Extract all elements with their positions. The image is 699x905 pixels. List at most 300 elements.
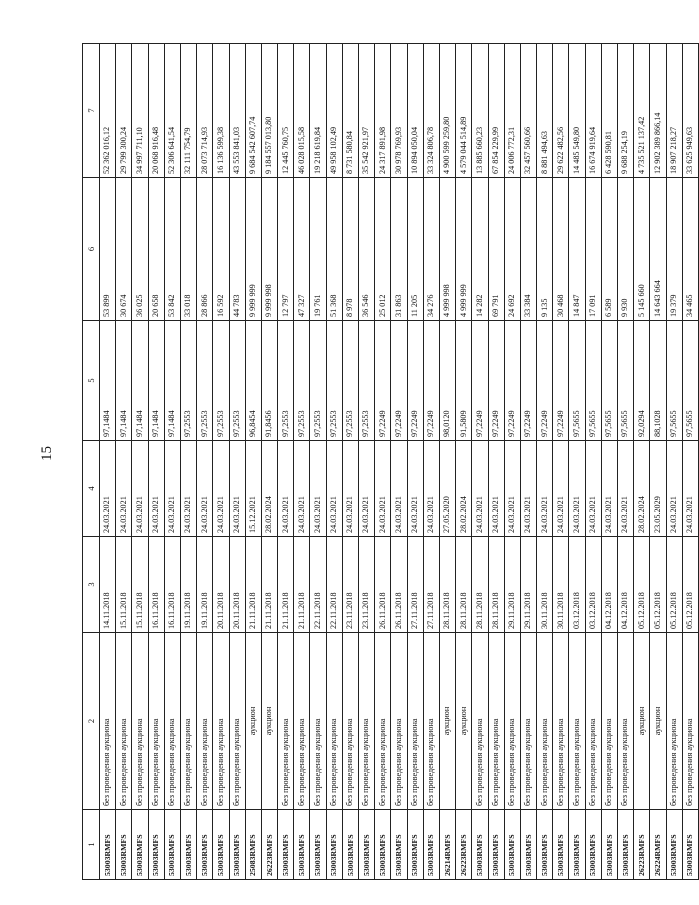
table-row [100,44,116,880]
cell-price: 97,2553 [342,321,358,441]
cell-placement-date: 26.11.2018 [375,537,391,633]
cell-amount: 20 068 916,48 [148,44,164,178]
table-row [472,44,488,880]
table-row [148,44,164,880]
cell-quantity: 9 999 999 [245,178,261,321]
cell-placement-method: без проведения аукциона [100,633,116,810]
cell-placement-method: без проведения аукциона [132,633,148,810]
cell-issue-code: 53003RMFS [359,810,375,880]
cell-maturity-date: 24.03.2021 [148,441,164,537]
cell-issue-code: 53003RMFS [569,810,585,880]
cell-quantity: 9 999 998 [261,178,277,321]
cell-quantity: 17 091 [585,178,601,321]
cell-price: 97,5655 [666,321,682,441]
cell-placement-date: 21.11.2018 [294,537,310,633]
cell-issue-code: 53003RMFS [585,810,601,880]
cell-quantity: 6 589 [601,178,617,321]
cell-placement-method: аукцион [634,633,650,810]
cell-amount: 4 900 599 259,80 [439,44,455,178]
cell-placement-date: 15.11.2018 [132,537,148,633]
cell-amount: 67 854 229,99 [488,44,504,178]
cell-amount: 19 218 619,84 [310,44,326,178]
table-row [116,44,132,880]
cell-quantity: 44 783 [229,178,245,321]
cell-amount: 6 428 590,81 [601,44,617,178]
cell-placement-date: 05.12.2018 [666,537,682,633]
cell-price: 97,2249 [537,321,553,441]
cell-price: 97,2249 [488,321,504,441]
cell-issue-code: 26223RMFS [261,810,277,880]
cell-placement-date: 14.11.2018 [100,537,116,633]
table-row [682,44,698,880]
cell-maturity-date: 24.03.2021 [553,441,569,537]
cell-price: 97,5655 [569,321,585,441]
cell-price: 97,5655 [601,321,617,441]
cell-price: 97,2249 [553,321,569,441]
cell-price: 97,2553 [278,321,294,441]
cell-maturity-date: 24.03.2021 [618,441,634,537]
cell-quantity: 53 899 [100,178,116,321]
header-cell-5: 5 [83,321,100,441]
cell-placement-date: 23.11.2018 [342,537,358,633]
cell-issue-code: 53003RMFS [294,810,310,880]
cell-issue-code: 53003RMFS [391,810,407,880]
table-row [456,44,472,880]
cell-amount: 43 553 841,03 [229,44,245,178]
cell-issue-code: 53003RMFS [504,810,520,880]
cell-placement-method: без проведения аукциона [585,633,601,810]
cell-amount: 33 324 806,78 [423,44,439,178]
cell-price: 91,5809 [456,321,472,441]
cell-price: 97,2249 [375,321,391,441]
cell-maturity-date: 23.05.2029 [650,441,666,537]
cell-placement-method: без проведения аукциона [553,633,569,810]
cell-placement-date: 03.12.2018 [585,537,601,633]
cell-issue-code: 53003RMFS [229,810,245,880]
header-cell-3: 3 [83,537,100,633]
cell-quantity: 36 546 [359,178,375,321]
cell-quantity: 31 863 [391,178,407,321]
table-row [261,44,277,880]
table-row [666,44,682,880]
cell-amount: 12 902 389 866,14 [650,44,666,178]
cell-amount: 9 184 557 013,80 [261,44,277,178]
cell-placement-method: без проведения аукциона [569,633,585,810]
cell-placement-method: без проведения аукциона [278,633,294,810]
cell-price: 97,1484 [100,321,116,441]
cell-price: 97,2553 [213,321,229,441]
cell-issue-code: 53003RMFS [164,810,180,880]
cell-maturity-date: 24.03.2021 [294,441,310,537]
cell-placement-date: 21.11.2018 [245,537,261,633]
cell-placement-method: без проведения аукциона [537,633,553,810]
cell-amount: 52 362 016,12 [100,44,116,178]
cell-issue-code: 53003RMFS [326,810,342,880]
cell-quantity: 14 847 [569,178,585,321]
cell-placement-method: без проведения аукциона [601,633,617,810]
cell-maturity-date: 24.03.2021 [488,441,504,537]
cell-maturity-date: 24.03.2021 [504,441,520,537]
cell-price: 97,2553 [326,321,342,441]
table-row [359,44,375,880]
table-row [601,44,617,880]
cell-issue-code: 53003RMFS [342,810,358,880]
cell-price: 88,1028 [650,321,666,441]
table-row [520,44,536,880]
table-row [407,44,423,880]
cell-price: 97,1484 [164,321,180,441]
table-row [197,44,213,880]
cell-placement-method: без проведения аукциона [391,633,407,810]
cell-placement-date: 20.11.2018 [213,537,229,633]
cell-amount: 14 485 549,80 [569,44,585,178]
cell-placement-date: 15.11.2018 [116,537,132,633]
cell-price: 97,1484 [116,321,132,441]
header-row [83,44,100,880]
cell-placement-method: аукцион [261,633,277,810]
cell-placement-method: без проведения аукциона [180,633,196,810]
cell-quantity: 34 465 [682,178,698,321]
cell-quantity: 30 468 [553,178,569,321]
cell-price: 97,2553 [294,321,310,441]
cell-quantity: 14 643 664 [650,178,666,321]
cell-amount: 49 958 102,49 [326,44,342,178]
table-row [585,44,601,880]
cell-quantity: 53 842 [164,178,180,321]
table-row [650,44,666,880]
cell-quantity: 9 135 [537,178,553,321]
cell-issue-code: 53003RMFS [407,810,423,880]
cell-placement-date: 20.11.2018 [229,537,245,633]
table-row [423,44,439,880]
cell-amount: 46 028 015,58 [294,44,310,178]
table-row [229,44,245,880]
cell-maturity-date: 28.02.2024 [261,441,277,537]
cell-issue-code: 53003RMFS [148,810,164,880]
cell-amount: 52 306 641,54 [164,44,180,178]
header-cell-7: 7 [83,44,100,178]
cell-issue-code: 53003RMFS [666,810,682,880]
cell-maturity-date: 24.03.2021 [359,441,375,537]
cell-placement-method: без проведения аукциона [423,633,439,810]
cell-maturity-date: 24.03.2021 [213,441,229,537]
cell-maturity-date: 24.03.2021 [164,441,180,537]
cell-amount: 32 457 560,66 [520,44,536,178]
cell-quantity: 25 012 [375,178,391,321]
cell-quantity: 69 791 [488,178,504,321]
cell-placement-date: 28.11.2018 [456,537,472,633]
cell-price: 97,2249 [520,321,536,441]
cell-quantity: 16 592 [213,178,229,321]
table-row [278,44,294,880]
cell-placement-date: 21.11.2018 [261,537,277,633]
cell-issue-code: 25083RMFS [245,810,261,880]
cell-issue-code: 53003RMFS [423,810,439,880]
table-row [164,44,180,880]
cell-quantity: 11 205 [407,178,423,321]
cell-maturity-date: 24.03.2021 [375,441,391,537]
cell-maturity-date: 24.03.2021 [197,441,213,537]
cell-issue-code: 53003RMFS [310,810,326,880]
cell-placement-method: без проведения аукциона [148,633,164,810]
cell-placement-method: без проведения аукциона [520,633,536,810]
cell-amount: 4 579 044 514,89 [456,44,472,178]
cell-quantity: 9 930 [618,178,634,321]
cell-amount: 24 317 891,98 [375,44,391,178]
cell-amount: 16 136 599,38 [213,44,229,178]
table-row [294,44,310,880]
cell-placement-date: 29.11.2018 [504,537,520,633]
cell-placement-date: 21.11.2018 [278,537,294,633]
cell-maturity-date: 24.03.2021 [472,441,488,537]
cell-issue-code: 53003RMFS [116,810,132,880]
cell-issue-code: 53003RMFS [488,810,504,880]
cell-quantity: 33 384 [520,178,536,321]
cell-price: 97,2249 [423,321,439,441]
cell-issue-code: 53003RMFS [180,810,196,880]
cell-amount: 18 907 218,27 [666,44,682,178]
cell-placement-date: 28.11.2018 [472,537,488,633]
table-row [553,44,569,880]
cell-placement-date: 05.12.2018 [682,537,698,633]
cell-maturity-date: 24.03.2021 [391,441,407,537]
table-row [504,44,520,880]
cell-placement-method: аукцион [650,633,666,810]
cell-amount: 4 735 521 137,42 [634,44,650,178]
header-cell-2: 2 [83,633,100,810]
cell-issue-code: 53003RMFS [618,810,634,880]
table-row [618,44,634,880]
cell-placement-date: 16.11.2018 [164,537,180,633]
table-container [82,44,695,880]
cell-quantity: 4 999 998 [439,178,455,321]
cell-placement-method: без проведения аукциона [666,633,682,810]
page-number: 15 [39,446,55,461]
cell-placement-date: 16.11.2018 [148,537,164,633]
rotated-table [82,44,695,880]
cell-quantity: 34 276 [423,178,439,321]
cell-price: 97,2553 [359,321,375,441]
table-row [569,44,585,880]
cell-placement-method: без проведения аукциона [375,633,391,810]
cell-issue-code: 53003RMFS [553,810,569,880]
cell-quantity: 20 658 [148,178,164,321]
cell-price: 97,2553 [197,321,213,441]
cell-maturity-date: 24.03.2021 [666,441,682,537]
cell-maturity-date: 24.03.2021 [342,441,358,537]
cell-issue-code: 53003RMFS [278,810,294,880]
cell-price: 97,2553 [310,321,326,441]
cell-placement-method: без проведения аукциона [229,633,245,810]
cell-quantity: 36 025 [132,178,148,321]
cell-amount: 33 625 949,63 [682,44,698,178]
cell-maturity-date: 24.03.2021 [601,441,617,537]
cell-issue-code: 53003RMFS [601,810,617,880]
cell-quantity: 19 379 [666,178,682,321]
header-cell-1: 1 [83,810,100,880]
cell-placement-date: 28.11.2018 [488,537,504,633]
cell-quantity: 47 327 [294,178,310,321]
cell-price: 97,2553 [229,321,245,441]
cell-price: 97,2249 [407,321,423,441]
cell-maturity-date: 24.03.2021 [585,441,601,537]
cell-price: 97,1484 [132,321,148,441]
cell-placement-method: без проведения аукциона [310,633,326,810]
table-body [100,44,699,880]
cell-issue-code: 53003RMFS [682,810,698,880]
cell-placement-date: 28.11.2018 [439,537,455,633]
cell-price: 91,8456 [261,321,277,441]
cell-maturity-date: 24.03.2021 [569,441,585,537]
cell-quantity: 14 282 [472,178,488,321]
cell-placement-method: аукцион [439,633,455,810]
cell-maturity-date: 24.03.2021 [132,441,148,537]
cell-maturity-date: 28.02.2024 [456,441,472,537]
table-row [310,44,326,880]
cell-amount: 32 111 754,79 [180,44,196,178]
cell-issue-code: 53003RMFS [213,810,229,880]
cell-placement-date: 05.12.2018 [650,537,666,633]
cell-maturity-date: 15.12.2021 [245,441,261,537]
table-row [326,44,342,880]
cell-amount: 28 073 714,93 [197,44,213,178]
header-cell-4: 4 [83,441,100,537]
cell-placement-method: аукцион [245,633,261,810]
cell-amount: 35 542 921,97 [359,44,375,178]
cell-quantity: 12 797 [278,178,294,321]
cell-amount: 29 622 482,56 [553,44,569,178]
cell-price: 98,0120 [439,321,455,441]
cell-price: 97,5655 [682,321,698,441]
cell-quantity: 4 999 999 [456,178,472,321]
cell-issue-code: 53003RMFS [100,810,116,880]
cell-issue-code: 26224RMFS [650,810,666,880]
table-row [391,44,407,880]
cell-maturity-date: 24.03.2021 [310,441,326,537]
cell-maturity-date: 24.03.2021 [180,441,196,537]
cell-placement-method: без проведения аукциона [472,633,488,810]
table-row [342,44,358,880]
cell-issue-code: 26223RMFS [634,810,650,880]
cell-maturity-date: 24.03.2021 [116,441,132,537]
table-row [213,44,229,880]
table-row [375,44,391,880]
cell-issue-code: 53003RMFS [520,810,536,880]
cell-amount: 12 445 760,75 [278,44,294,178]
cell-placement-method: аукцион [456,633,472,810]
cell-amount: 29 799 300,24 [116,44,132,178]
cell-amount: 9 684 542 607,74 [245,44,261,178]
cell-maturity-date: 27.05.2020 [439,441,455,537]
cell-price: 97,2249 [504,321,520,441]
cell-amount: 34 997 711,10 [132,44,148,178]
cell-quantity: 24 692 [504,178,520,321]
cell-price: 97,1484 [148,321,164,441]
cell-placement-method: без проведения аукциона [359,633,375,810]
cell-placement-method: без проведения аукциона [294,633,310,810]
cell-placement-date: 30.11.2018 [537,537,553,633]
cell-placement-date: 05.12.2018 [634,537,650,633]
cell-price: 97,2553 [180,321,196,441]
cell-maturity-date: 24.03.2021 [407,441,423,537]
cell-maturity-date: 24.03.2021 [229,441,245,537]
cell-amount: 24 006 772,31 [504,44,520,178]
cell-amount: 13 885 660,23 [472,44,488,178]
cell-placement-date: 22.11.2018 [310,537,326,633]
cell-maturity-date: 24.03.2021 [326,441,342,537]
cell-maturity-date: 24.03.2021 [537,441,553,537]
cell-placement-method: без проведения аукциона [326,633,342,810]
cell-price: 97,2249 [391,321,407,441]
cell-amount: 16 674 919,64 [585,44,601,178]
table-row [488,44,504,880]
cell-placement-method: без проведения аукциона [164,633,180,810]
cell-price: 97,5655 [618,321,634,441]
cell-placement-method: без проведения аукциона [342,633,358,810]
cell-placement-method: без проведения аукциона [488,633,504,810]
table-row [132,44,148,880]
cell-quantity: 8 978 [342,178,358,321]
cell-amount: 8 731 580,84 [342,44,358,178]
cell-issue-code: 53003RMFS [537,810,553,880]
cell-amount: 30 978 769,93 [391,44,407,178]
cell-issue-code: 26223RMFS [456,810,472,880]
cell-maturity-date: 28.02.2024 [634,441,650,537]
cell-issue-code: 53003RMFS [375,810,391,880]
cell-placement-date: 04.12.2018 [618,537,634,633]
cell-price: 97,2249 [472,321,488,441]
cell-quantity: 33 018 [180,178,196,321]
cell-price: 96,8454 [245,321,261,441]
cell-placement-date: 30.11.2018 [553,537,569,633]
cell-placement-date: 27.11.2018 [423,537,439,633]
cell-maturity-date: 24.03.2021 [520,441,536,537]
table-row [439,44,455,880]
cell-placement-date: 04.12.2018 [601,537,617,633]
cell-quantity: 28 866 [197,178,213,321]
cell-placement-method: без проведения аукциона [407,633,423,810]
table-row [537,44,553,880]
cell-maturity-date: 24.03.2021 [423,441,439,537]
cell-placement-method: без проведения аукциона [504,633,520,810]
cell-amount: 8 881 494,63 [537,44,553,178]
data-table [82,43,699,880]
cell-placement-date: 23.11.2018 [359,537,375,633]
cell-amount: 10 894 050,04 [407,44,423,178]
table-row [180,44,196,880]
cell-issue-code: 53003RMFS [197,810,213,880]
cell-placement-date: 19.11.2018 [197,537,213,633]
cell-quantity: 51 368 [326,178,342,321]
cell-issue-code: 53003RMFS [132,810,148,880]
cell-maturity-date: 24.03.2021 [682,441,698,537]
cell-placement-date: 22.11.2018 [326,537,342,633]
cell-placement-date: 19.11.2018 [180,537,196,633]
cell-placement-method: без проведения аукциона [116,633,132,810]
cell-placement-method: без проведения аукциона [197,633,213,810]
cell-placement-method: без проведения аукциона [682,633,698,810]
cell-placement-date: 26.11.2018 [391,537,407,633]
cell-maturity-date: 24.03.2021 [278,441,294,537]
table-row [634,44,650,880]
cell-placement-date: 29.11.2018 [520,537,536,633]
table-row [245,44,261,880]
cell-price: 92,0294 [634,321,650,441]
cell-quantity: 5 145 660 [634,178,650,321]
cell-placement-method: без проведения аукциона [213,633,229,810]
cell-placement-date: 27.11.2018 [407,537,423,633]
cell-quantity: 30 674 [116,178,132,321]
